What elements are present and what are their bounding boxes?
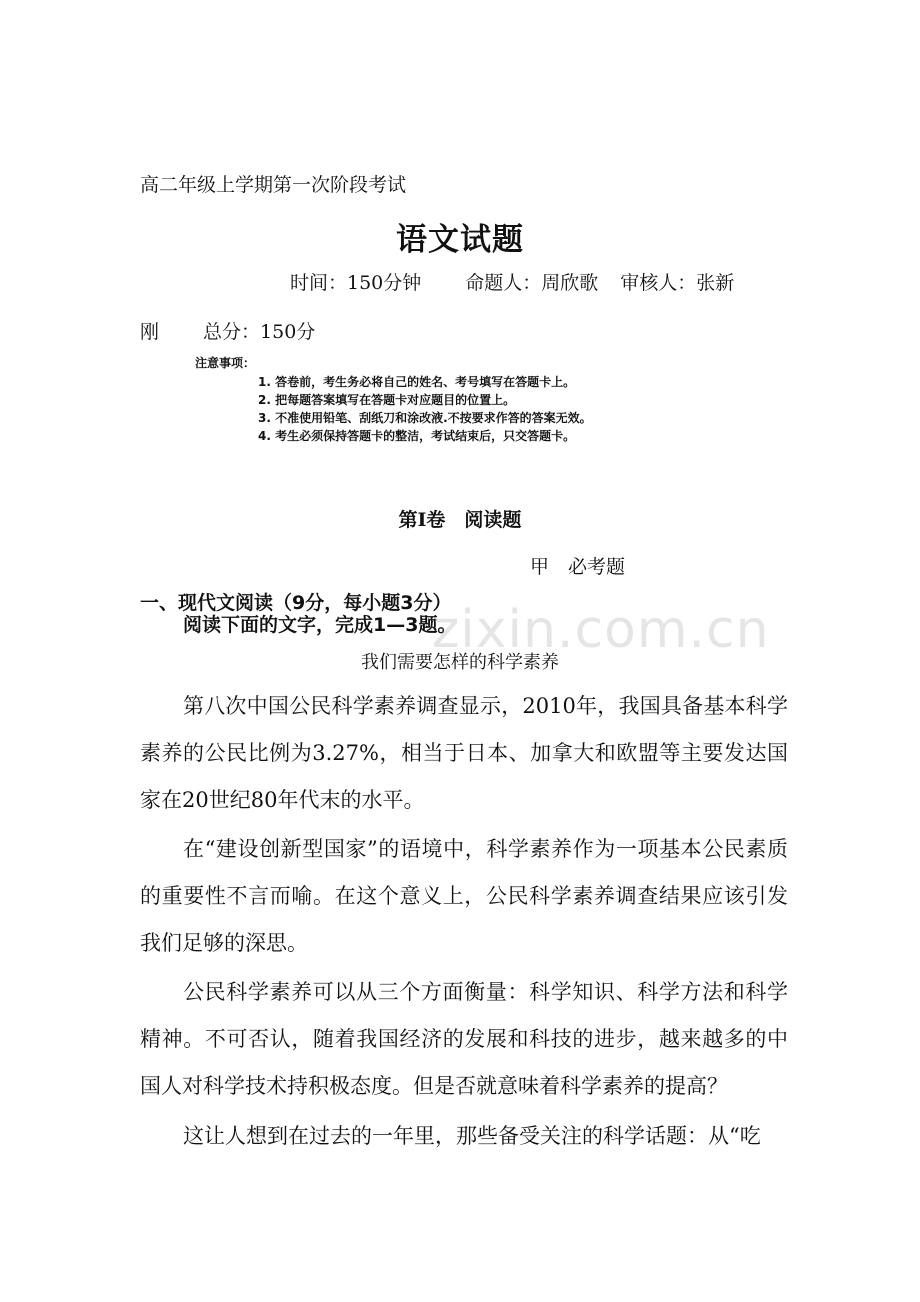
exam-time: 时间：150分钟	[290, 272, 422, 294]
note-item: 4. 考生必须保持答题卡的整洁，考试结束后，只交答题卡。	[258, 429, 576, 443]
article-paragraph: 在“建设创新型国家”的语境中，科学素养作为一项基本公民素质的重要性不言而喻。在这个意义上，公民科学素养调查结果应该引发我们足够的深思。	[140, 837, 788, 955]
part-heading: 第Ⅰ卷 阅读题	[398, 509, 522, 531]
notes-heading: 注意事项：	[195, 356, 256, 370]
page-title: 语文试题	[396, 222, 524, 258]
article-paragraph: 这让人想到在过去的一年里，那些备受关注的科学话题：从“吃	[183, 1124, 761, 1148]
question-heading: 一、现代文阅读（9分，每小题3分）	[140, 592, 452, 614]
reviewer-continued: 刚	[140, 321, 160, 343]
exam-meta-line	[290, 268, 734, 295]
article-paragraph: 公民科学素养可以从三个方面衡量：科学知识、科学方法和科学精神。不可否认，随着我国经济的发展和科技的进步，越来越多的中国人对科学技术持积极态度。但是否就意味着科学素养的提高？	[140, 980, 788, 1098]
question-instruction: 阅读下面的文字，完成1—3题。	[183, 614, 457, 636]
note-item: 3. 不准使用铅笔、刮纸刀和涂改液.不按要求作答的答案无效。	[258, 411, 592, 425]
exam-name: 高二年级上学期第一次阶段考试	[140, 174, 407, 196]
total-score: 总分：150分	[203, 321, 316, 343]
question-setter: 命题人：周欣歌	[465, 272, 599, 294]
reviewer: 审核人：张新	[620, 272, 735, 294]
article-title: 我们需要怎样的科学素养	[361, 652, 559, 673]
section-label: 甲 必考题	[530, 556, 626, 578]
article-paragraph: 第八次中国公民科学素养调查显示，2010年，我国具备基本科学素养的公民比例为3.27%，相当于日本、加拿大和欧盟等主要发达国家在20世纪80年代末的水平。	[140, 694, 788, 812]
watermark: zixin.com.cn	[432, 600, 770, 660]
exam-meta-line-2	[140, 317, 315, 344]
note-item: 2. 把每题答案填写在答题卡对应题目的位置上。	[258, 393, 516, 407]
note-item: 1. 答卷前，考生务必将自己的姓名、考号填写在答题卡上。	[258, 375, 576, 389]
